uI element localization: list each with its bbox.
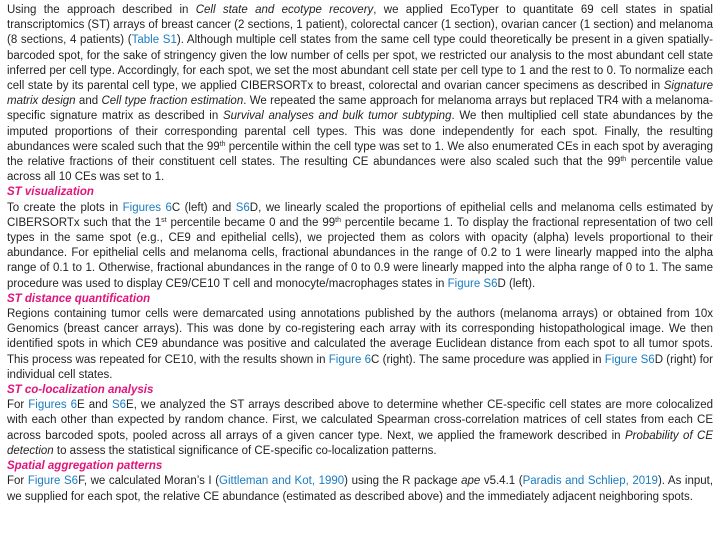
figure-s6-link[interactable]: Figure S6 xyxy=(604,353,655,366)
figure-s6-link[interactable]: Figure S6 xyxy=(27,475,79,488)
section-heading-st-colocalization: ST co-localization analysis xyxy=(7,384,154,397)
package-name: ape xyxy=(461,475,481,488)
figure-s6-link[interactable]: Figure S6 xyxy=(447,277,498,290)
intro-paragraph: Using the approach described in Cell state and ecotype recovery, we applied EcoTyper to quantitate 69 cell states in spatial transcriptomics (ST) arrays of breast cancer (2 sections, 1 patient), colorectal cancer (1 section), ovarian cancer (1 section) and melanoma (8 sections, 4 patients) (Table S1). Although multiple cell states from the same cell type could theoretically be present in a given spatially-barcoded spot, for the sake of stringency given the low number of cells per spot, we restricted our analysis to the most abundant cell state inferred per cell type. Accordingly, for each spot, we set the most abundant cell state per cell type to 1 and the rest to 0. To normalize each cell state by its parental cell type, we applied CIBERSORTx to breast, colorectal and ovarian cancer specimens as described in Signature matrix design and Cell type fraction estimation. We repeated the same approach for melanoma arrays but replaced TR4 with a melanoma-specific signature matrix as described in Survival analyses and bulk tumor subtyping. We then multiplied cell state abundances by the imputed proportions of their corresponding parental cell types. This was done independently for each spot. Finally, the resulting abundances were scaled such that the 99th percentile within the cell type was set to 1. We also enumerated CEs in each spot by averaging the relative fractions of their constituent cell states. The resulting CE abundances were also scaled such that the 99th percentile value across all 10 CEs was set to 1. xyxy=(7,4,714,184)
superscript: th xyxy=(219,140,226,148)
figure-6-link[interactable]: Figures 6 xyxy=(28,399,78,412)
spatial-aggregation-paragraph: For Figure S6F, we calculated Moran’s I (Gittleman and Kot, 1990) using the R package ape v5.4.1 (Paradis and Schliep, 2019). As input, we supplied for each spot, the relative CE abundance (estimated as described above) and the immediately adjacent neighboring spots. xyxy=(7,475,714,503)
st-visualization-paragraph: To create the plots in Figures 6C (left) and S6D, we linearly scaled the proportions of epithelial cells and melanoma cells estimated by CIBERSORTx such that the 1st percentile became 0 and the 99th percentile became 1. To display the fractional representation of two cell types in the same spot (e.g., CE9 and epithelial cells), we projected them as colors with opacity (alpha) levels proportional to their abundance. For epithelial cells and melanoma cells, fractional abundances in the range of 0.2 to 1 were linearly mapped into the alpha range of 0.1 to 1. Otherwise, fractional abundances in the range of 0 to 0.9 were linearly mapped into the alpha range of 0 to 1. The same procedure was used to display CE9/CE10 T cell and monocyte/macrophages states in Figure S6D (left). xyxy=(7,201,714,290)
section-reference: Survival analyses and bulk tumor subtyping xyxy=(222,110,452,123)
superscript: th xyxy=(335,216,341,224)
table-s1-link[interactable]: Table S1 xyxy=(131,34,177,47)
figure-6-link[interactable]: Figures 6 xyxy=(122,201,172,214)
citation-paradis-link[interactable]: Paradis and Schliep, 2019 xyxy=(522,475,658,488)
section-reference: Cell type fraction estimation xyxy=(101,95,244,108)
figure-s6-link[interactable]: S6 xyxy=(111,399,127,412)
st-distance-paragraph: Regions containing tumor cells were demarcated using annotations published by the authors (melanoma arrays) or obtained from 10x Genomics (breast cancer arrays). This was done by co-registering each array with its corresponding histopathological image. We then identified spots in which CE9 abundance was positive and calculated the average Euclidean distance from each spot to all tumor spots. This process was repeated for CE10, with the results shown in Figure 6C (right). The same procedure was applied in Figure S6D (right) for individual cell states. xyxy=(7,308,714,381)
section-reference: Probability of CE detection xyxy=(7,429,714,457)
superscript: th xyxy=(620,156,627,164)
section-heading-st-distance: ST distance quantification xyxy=(7,292,151,305)
st-colocalization-paragraph: For Figures 6E and S6E, we analyzed the ST arrays described above to determine whether CE-specific cell states are more colocalized with each other than expected by random chance. First, we calculated Spearman cross-correlation matrices of cell states from each CE across barcoded spots, pooled across all arrays of a given cancer type. Next, we applied the framework described in Probability of CE detection to assess the statistical significance of CE-specific co-localization patterns. xyxy=(7,399,714,457)
figure-s6-link[interactable]: S6 xyxy=(235,201,250,214)
section-reference: Cell state and ecotype recovery xyxy=(195,4,374,16)
document-page xyxy=(7,3,713,505)
citation-gittleman-link[interactable]: Gittleman and Kot, 1990 xyxy=(219,475,345,488)
section-heading-st-visualization: ST visualization xyxy=(7,186,94,199)
superscript: st xyxy=(161,216,167,224)
section-heading-spatial-aggregation: Spatial aggregation patterns xyxy=(7,460,163,473)
figure-6-link[interactable]: Figure 6 xyxy=(328,353,372,366)
section-reference: Signature matrix design xyxy=(7,80,713,108)
